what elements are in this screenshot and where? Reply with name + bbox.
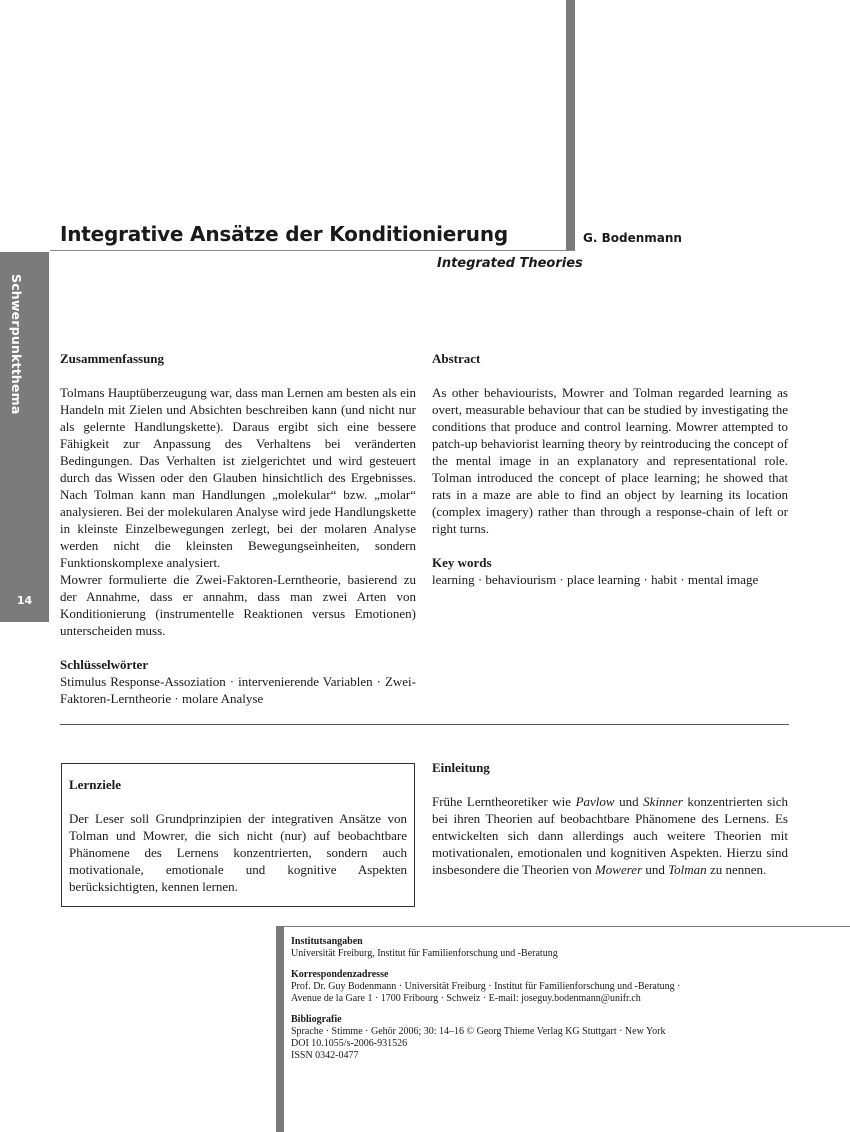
schluesselwoerter-list: Stimulus Response-Assoziation · intervenierende Variablen · Zwei-Faktoren-Lerntheorie · molare Analyse bbox=[60, 674, 416, 706]
lernziele-box bbox=[61, 763, 415, 907]
lernziele-heading: Lernziele bbox=[69, 777, 121, 792]
section-label: Schwerpunktthema bbox=[9, 274, 24, 415]
korrespondenz-line-2[interactable]: Avenue de la Gare 1 · 1700 Fribourg · Schweiz · E-mail: joseguy.bodenmann@unifr.ch bbox=[291, 993, 641, 1004]
keywords-list: learning · behaviourism · place learning · habit · mental image bbox=[432, 572, 759, 587]
author-name: G. Bodenmann bbox=[583, 231, 682, 245]
name-mowerer: Mowerer bbox=[594, 862, 643, 877]
zusammenfassung-section bbox=[60, 350, 416, 707]
abstract-heading: Abstract bbox=[432, 351, 481, 366]
article-title: Integrative Ansätze der Konditionierung bbox=[60, 222, 508, 246]
korrespondenz-line-1: Prof. Dr. Guy Bodenmann · Universität Freiburg · Institut für Familienforschung und -Beratung · bbox=[291, 981, 681, 992]
info-top-line bbox=[276, 926, 850, 927]
name-skinner: Skinner bbox=[643, 794, 683, 809]
zusammenfassung-paragraph-1: Tolmans Hauptüberzeugung war, dass man Lernen am besten als ein Handeln mit Zielen und Absichten beschreiben kann (und nicht nur als gelernte Handlungskette). Daraus ergibt sich eine bessere Fähigkeit zur Anpassung des Verhaltens bei veränderten Bedingungen. Das Verhalten ist zielgerichtet und wird gesteuert durch das Wissen oder den Glauben hinsichtlich des Ergebnisses. Nach Tolman kann man Handlungen „molekular“ bzw. „molar“ analysieren. Bei der molekularen Analyse wird jede Handlungskette in kleinste Einzelbewegungen zerlegt, bei der molaren Analyse werden nicht die kleinsten Bewegungseinheiten, sondern Funktionskomplexe analysiert. bbox=[60, 385, 416, 570]
info-vertical-bar bbox=[276, 927, 284, 1132]
name-tolman: Tolman bbox=[668, 862, 707, 877]
section-side-tab bbox=[0, 252, 49, 622]
einleitung-heading: Einleitung bbox=[432, 760, 490, 775]
issn: ISSN 0342-0477 bbox=[291, 1050, 359, 1061]
schluesselwoerter-heading: Schlüsselwörter bbox=[60, 657, 149, 672]
institut-heading: Institutsangaben bbox=[291, 936, 363, 947]
zusammenfassung-heading: Zusammenfassung bbox=[60, 351, 165, 366]
name-pavlow: Pavlow bbox=[575, 794, 615, 809]
einleitung-section bbox=[432, 759, 788, 878]
abstract-section bbox=[432, 350, 788, 588]
abstract-text: As other behaviourists, Mowrer and Tolman regarded learning as overt, measurable behaviour that can be studied by investigating the conditions that produce and control learning. Mowrer attempted to patch-up behaviorist learning theory by reintroducing the concept of the mental image in an explanatory and representational role. Tolman introduced the concept of place learning; he showed that rats in a maze are able to find an object by learning its location (complex imagery) rather than through a response-chain of left or right turns. bbox=[432, 385, 788, 536]
institut-text: Universität Freiburg, Institut für Familienforschung und -Beratung bbox=[291, 948, 558, 959]
lernziele-text: Der Leser soll Grundprinzipien der integrativen Ansätze von Tolman und Mowrer, die sich nicht (nur) auf beobachtbare Phänomene des Lernens konzentrierten, sondern auch motivationale, emotionale und kognitive Aspekten berücksichtigten, kennen lernen. bbox=[69, 811, 407, 894]
bibliografie-heading: Bibliografie bbox=[291, 1014, 342, 1025]
doi[interactable]: DOI 10.1055/s-2006-931526 bbox=[291, 1038, 408, 1049]
article-subtitle: Integrated Theories bbox=[437, 256, 583, 271]
publication-info bbox=[291, 936, 811, 1062]
page-number: 14 bbox=[16, 594, 33, 607]
korrespondenz-heading: Korrespondenzadresse bbox=[291, 969, 389, 980]
keywords-heading: Key words bbox=[432, 555, 492, 570]
section-divider bbox=[60, 724, 789, 725]
zusammenfassung-paragraph-2: Mowrer formulierte die Zwei-Faktoren-Lerntheorie, basierend zu der Annahme, dass er annahm, dass man zwei Arten von Konditionierung (instrumentelle Reaktionen versus Emotionen) unterscheiden muss. bbox=[60, 572, 416, 638]
bibliografie-line-1: Sprache · Stimme · Gehör 2006; 30: 14–16 © Georg Thieme Verlag KG Stuttgart · New York bbox=[291, 1026, 666, 1037]
header-vertical-bar bbox=[566, 0, 575, 250]
title-divider bbox=[50, 250, 575, 251]
einleitung-text: Frühe Lerntheoretiker wie Pavlow und Skinner konzentrierten sich bei ihren Theorien auf beobachtbare Phänomene des Lernens. Es entwickelten sich dann allerdings auch weitere Theorien mit motivationalen, emotionalen und kognitiven Aspekten. Hierzu sind insbesondere die Theorien von Mowerer und Tolman zu nennen. bbox=[432, 794, 788, 877]
